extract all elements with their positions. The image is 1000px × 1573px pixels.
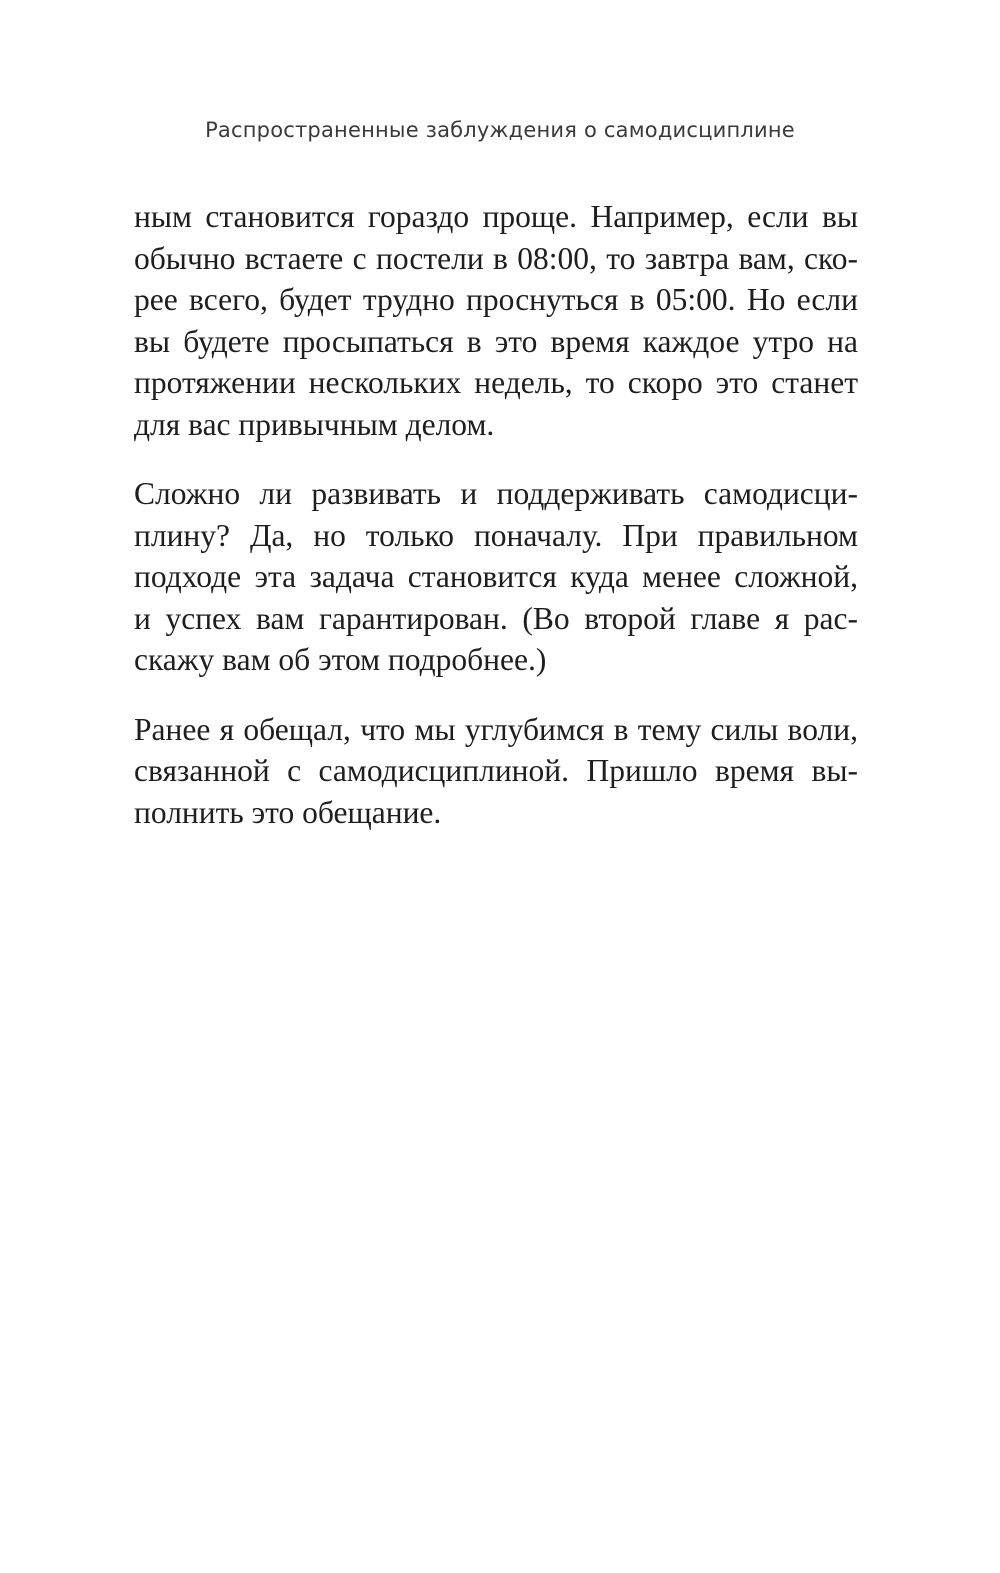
text-line: ным становится гораздо проще. Например, если вы (134, 199, 858, 234)
text-line: подходе эта задача становится куда менее сложной, (134, 559, 858, 594)
text-line: и успех вам гарантирован. (Во второй главе я рас- (134, 600, 858, 636)
text-line: Сложно ли развивать и поддерживать самодисци- (134, 476, 858, 511)
text-line: полнить это обещание. (134, 794, 442, 830)
text-line: скажу вам об этом подробнее.) (134, 642, 547, 677)
text-line: вы будете просыпаться в это время каждое утро на (134, 323, 858, 359)
running-header: Распространенные заблуждения о самодисциплине (205, 118, 795, 142)
text-line: Ранее я обещал, что мы углубимся в тему силы воли, (134, 711, 858, 747)
text-line: плину? Да, но только поначалу. При правильном (134, 517, 858, 553)
paragraph (134, 196, 858, 445)
text-line: рее всего, будет трудно проснуться в 05:00. Но если (134, 282, 858, 317)
text-line: обычно встаете с постели в 08:00, то завтра вам, ско- (134, 240, 858, 276)
text-line: связанной с самодисциплиной. Пришло время вы- (134, 753, 858, 788)
text-line: для вас привычным делом. (134, 406, 495, 442)
paragraph (134, 473, 858, 681)
paragraph (134, 709, 858, 834)
text-line: протяжении нескольких недель, то скоро это станет (134, 365, 858, 400)
body-text (134, 196, 858, 861)
